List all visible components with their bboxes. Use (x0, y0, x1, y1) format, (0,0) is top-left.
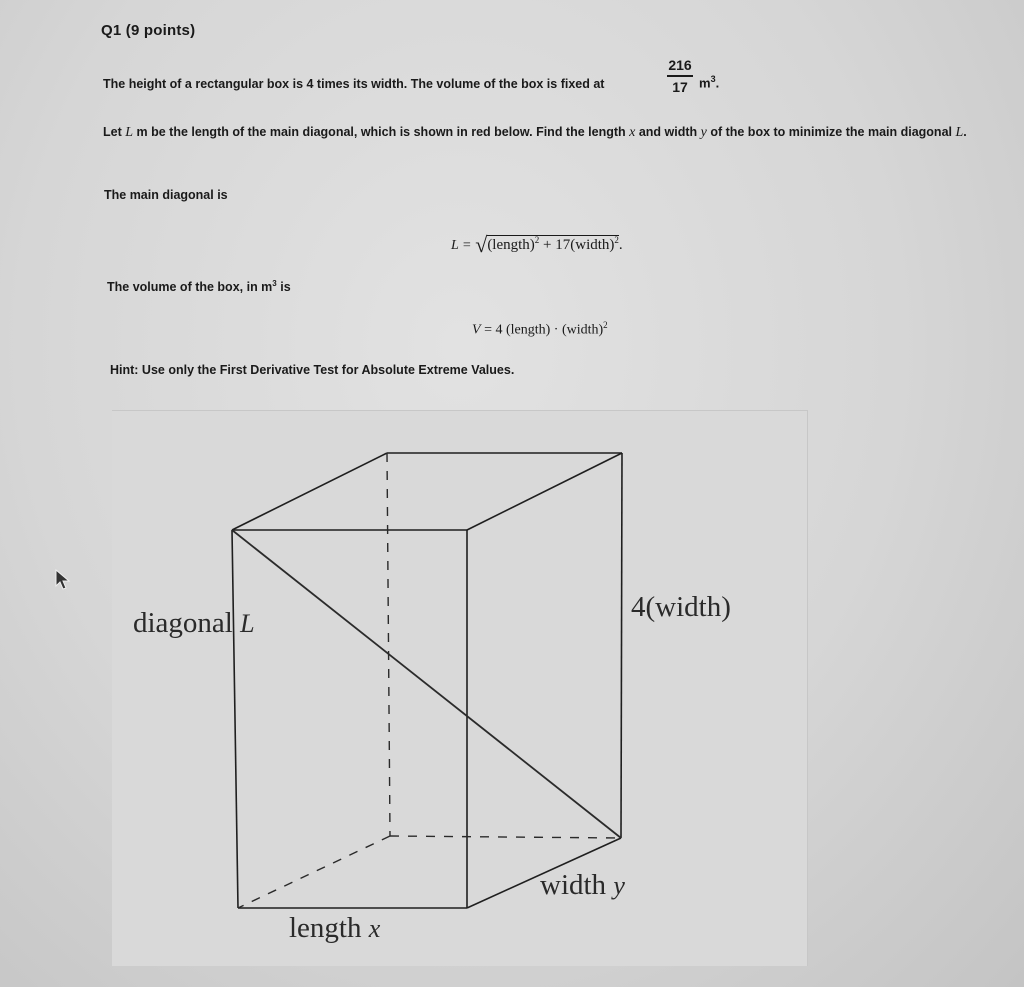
mouse-cursor-icon (54, 568, 74, 592)
problem-statement-text: The height of a rectangular box is 4 times its width. The volume of the box is fixed at (103, 77, 605, 91)
formula1-end: . (618, 237, 623, 253)
label-diagonal-text: diagonal (133, 607, 233, 639)
main-diagonal-line (232, 530, 621, 838)
task-end: . (963, 125, 967, 139)
question-title: Q1 (9 points) (101, 22, 196, 39)
volume-intro-exp: 3 (272, 279, 277, 288)
radicand-length: (length) (487, 237, 535, 253)
edge-top-left (232, 453, 387, 530)
unit-text: m (699, 75, 711, 91)
task-text-1: Let (103, 125, 126, 139)
hidden-edge-vertical (387, 453, 390, 836)
var-y: y (700, 125, 707, 140)
hint-prefix: Hint: Use (110, 363, 169, 377)
formula2-lhs: V (472, 322, 481, 338)
formula1-lhs: L = (451, 238, 472, 253)
radicand-width: + 17(width) (543, 237, 615, 253)
formula2-exp: 2 (603, 320, 608, 330)
unit-end: . (715, 75, 720, 91)
diagonal-intro: The main diagonal is (104, 188, 228, 202)
edge-back-right (621, 453, 622, 838)
hint-emphasis: only (168, 363, 195, 377)
formula2-rhs: = 4 (length) · (width) (484, 322, 604, 338)
volume-intro-end: is (280, 280, 291, 295)
hidden-edge-left-bottom (238, 836, 390, 908)
task-text-4: of the box to minimize the main diagonal (706, 125, 956, 139)
label-length-text: length (289, 912, 362, 944)
hidden-edges (238, 453, 621, 908)
var-L-2: L (955, 125, 964, 140)
sqrt-sign: √ (475, 232, 488, 257)
label-width-text: width (540, 869, 607, 901)
label-width-var: y (613, 871, 625, 900)
edge-front-left (232, 530, 238, 908)
label-diagonal (133, 607, 255, 640)
label-width (540, 869, 625, 902)
edge-top-right (467, 453, 622, 530)
hidden-edge-back-bottom (390, 836, 621, 838)
task-text-2: m be the length of the main diagonal, which is shown in red below. Find the length (133, 125, 630, 139)
box-edges (232, 453, 622, 908)
var-L: L (125, 125, 134, 140)
var-x: x (629, 125, 636, 140)
fraction-denominator: 17 (672, 78, 688, 95)
label-height: 4(width) (631, 591, 731, 623)
task-text-3: and width (635, 125, 701, 139)
hint-suffix: the First Derivative Test for Absolute Extreme Values. (194, 363, 515, 377)
exp-width: 2 (614, 235, 619, 245)
label-length (289, 912, 380, 945)
exp-length: 2 (534, 235, 540, 245)
unit-exponent: 3 (710, 74, 716, 84)
label-length-var: x (368, 914, 381, 943)
label-diagonal-var: L (240, 609, 255, 638)
fraction-numerator: 216 (668, 57, 692, 73)
volume-intro-text: The volume of the box, in m (107, 280, 273, 295)
